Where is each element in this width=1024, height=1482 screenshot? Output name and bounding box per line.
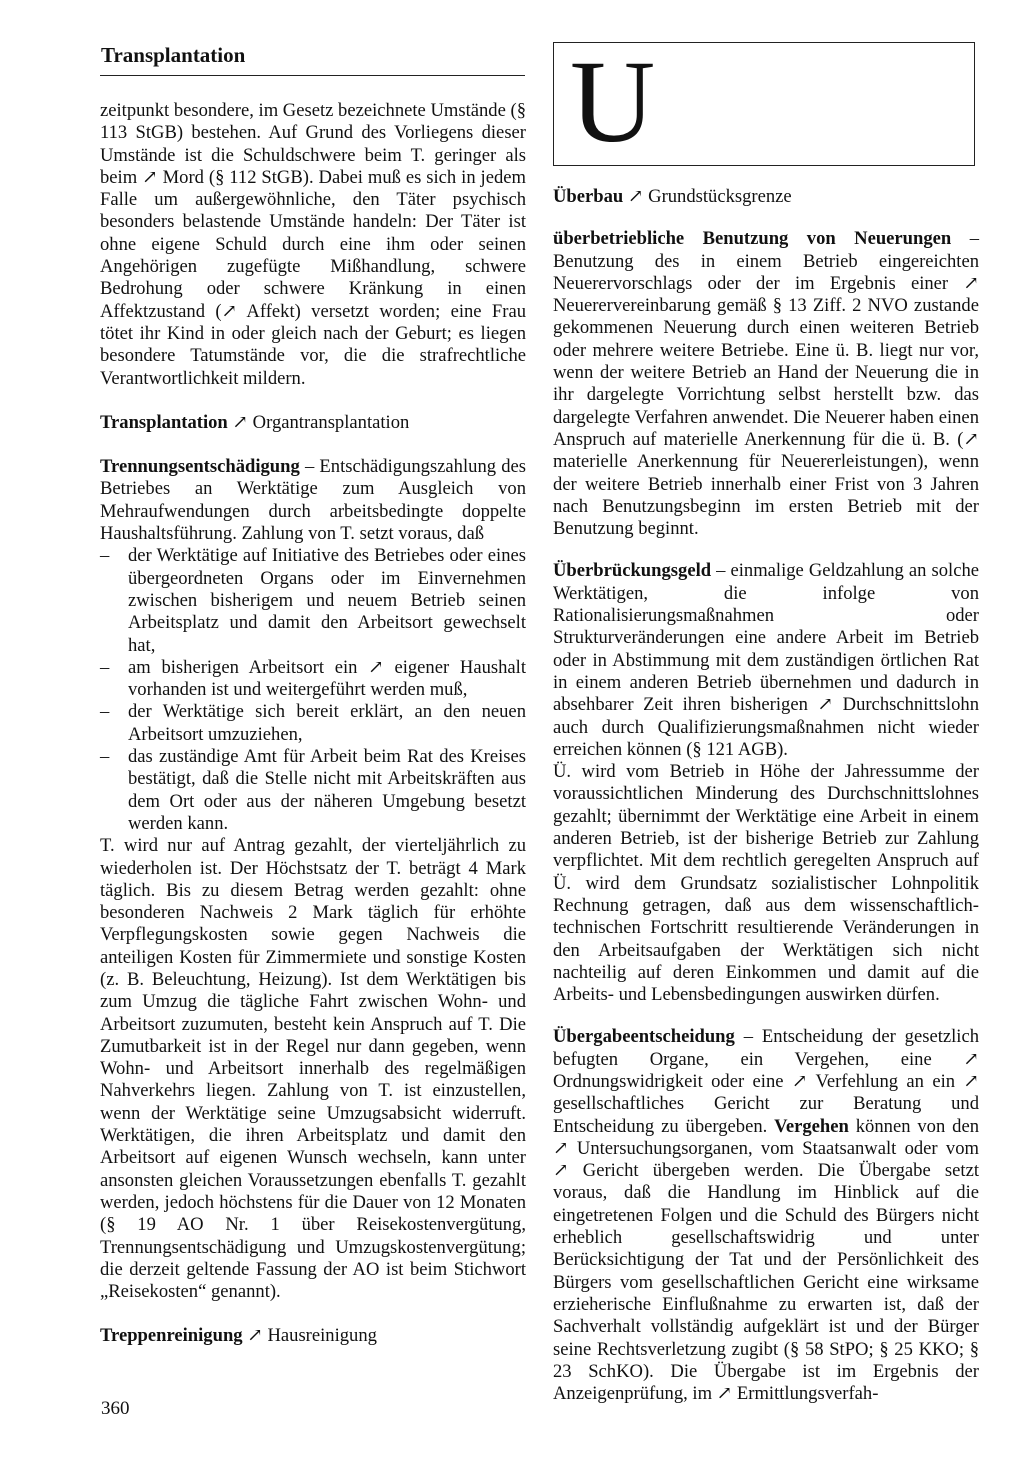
- entry-definition: – einmalige Geldzahlung an solche Werktätigen, die infolge von Rationalisierungsmaßnahmen oder Strukturveränderungen eine andere Arbeit im Betrieb oder in Abstimmung mit dem zuständigen örtlichen Rat in einem anderen Betrieb übernehmen und dadurch in absehbarer Zeit ihren bisherigen ↗ Durchschnittslohn auch durch Qualifizierungsmaßnahmen nicht wieder erreichen können (§ 121 AGB).: [553, 560, 979, 760]
- letter-box: [553, 36, 975, 167]
- entry-term: Überbau: [553, 186, 624, 207]
- entry-term: Trennungsentschädigung: [100, 456, 300, 478]
- right-column: [553, 186, 979, 1405]
- entry-reference: ↗ Grundstücksgrenze: [623, 186, 792, 207]
- header-rule: [100, 75, 525, 76]
- left-column: [100, 100, 526, 1348]
- entry-term: Überbrückungsgeld: [553, 560, 712, 582]
- list-item: – der Werktätige sich bereit erklärt, an den neuen Arbeitsort umzuziehen,: [100, 701, 526, 746]
- entry-definition: – Benutzung des in einem Betrieb eingereichten Neuerervorschlags oder der im Ergebnis einer ↗ Neuerervereinbarung gemäß § 13 Ziff. 2 NVO zustande gekommenen Neuerung durch einen weiteren Betrieb oder mehrere weitere Betriebe. Eine ü. B. liegt nur vor, wenn der weitere Betrieb an Hand der Neuerung die in ihr dargelegte Vorrichtung selbst herstellt bzw. das dargelegte Verfahren anwendet. Die Neuerer haben einen Anspruch auf materielle Anerkennung für die ü. B. (↗ materielle Anerkennung für Neuererleistungen), wenn der weitere Betrieb innerhalb einer Frist von 3 Jahren nach Benutzungsbeginn im ersten Betrieb mit der Benutzung beginnt.: [553, 228, 979, 540]
- entry-term: Transplantation: [100, 411, 228, 433]
- section-letter: U: [570, 36, 656, 167]
- inline-term: Vergehen: [774, 1115, 849, 1137]
- entry-reference: ↗ Organtransplantation: [227, 411, 410, 433]
- entry-ueberbetriebliche-benutzung: [553, 228, 979, 540]
- entry-ueberbrueckungsgeld: [553, 560, 979, 761]
- entry-term: Übergabeentscheidung: [553, 1026, 735, 1048]
- entry-definition: – Entschädigungszahlung des Betriebes an Werktätige zum Ausgleich von Mehraufwendungen durch arbeitsbedingte doppelte Haushaltsführung. Zahlung von T. setzt voraus, daß: [100, 456, 526, 545]
- entry-treppenreinigung: [100, 1325, 526, 1347]
- entry-trennungsentschaedigung: [100, 456, 526, 545]
- entry-definition: können von den ↗ Untersuchungsorganen, vom Staatsanwalt oder vom ↗ Gericht übergeben werden. Die Übergabe setzt voraus, daß die Handlung im Hinblick auf die eingetretenen Folgen und die Schuld des Bürgers nicht erheblich gesellschaftswidrig und unter Berücksichtigung der Tat und der Persönlichkeit des Bürgers vom gesellschaftlichen Gericht eine wirksame erzieherische Einflußnahme zu erwarten ist, daß der Sachverhalt vollständig aufgeklärt ist und der Bürger seine Rechtsverletzung zugibt (§ 58 StPO; § 25 KKO; § 23 SchKO). Die Übergabe ist im Ergebnis der Anzeigenprüfung, im ↗ Ermittlungsverfah-: [553, 1115, 979, 1405]
- entry-transplantation: [100, 412, 526, 434]
- entry-body: Ü. wird vom Betrieb in Höhe der Jahressumme der voraussichtlichen Minderung des Durchschnittslohnes gezahlt; übernimmt der Werktätige eine Arbeit in einem anderen Betrieb, ist der bisherige Betrieb zur Zahlung verpflichtet. Mit dem rechtlich geregelten Anspruch auf Ü. wird dem Grundsatz sozialistischer Lohnpolitik Rechnung getragen, daß aus dem wissenschaftlich-technischen Fortschritt resultierende Veränderungen in den Arbeitsaufgaben der Werktätigen sich nicht nachteilig auf deren Einkommen und damit auf die Arbeits- und Lebensbedingungen auswirken dürfen.: [553, 761, 979, 1006]
- entry-ueberbau: [553, 186, 979, 208]
- entry-term: Treppenreinigung: [100, 1325, 243, 1347]
- entry-continuation: zeitpunkt besondere, im Gesetz bezeichnete Umstände (§ 113 StGB) bestehen. Auf Grund des Vorliegens dieser Umstände ist die Schuldschwere beim T. geringer als beim ↗ Mord (§ 112 StGB). Dabei muß es sich in jedem Falle um außergewöhnliche, den Täter psychisch besonders belastende Umstände handeln: Der Täter ist ohne eigene Schuld durch eine ihm oder seinen Angehörigen zugefügte Mißhandlung, schwere Bedrohung oder schwere Kränkung in einen Affektzustand (↗ Affekt) versetzt worden; eine Frau tötet ihr Kind in oder gleich nach der Geburt; es liegen besondere Tatumstände vor, die die strafrechtliche Verantwortlichkeit mildern.: [100, 100, 526, 389]
- running-head: Transplantation: [101, 43, 246, 67]
- conditions-list: [100, 545, 526, 835]
- entry-body: T. wird nur auf Antrag gezahlt, der vierteljährlich zu wiederholen ist. Der Höchstsatz der T. beträgt 4 Mark täglich. Bis zu diesem Betrag werden gezahlt: ohne besonderen Nachweis 2 Mark täglich für erhöhte Verpflegungskosten sowie gegen Nachweis die anteiligen Kosten für Zimmermiete und sonstige Kosten (z. B. Beleuchtung, Heizung). Ist dem Werktätigen bis zum Umzug die tägliche Fahrt zwischen Wohn- und Arbeitsort zuzumuten, besteht kein Anspruch auf T. Die Zumutbarkeit ist in der Regel nur dann gegeben, wenn Wohn- und Arbeitsort innerhalb des regelmäßigen Nahverkehrs liegen. Zahlung von T. ist einzustellen, wenn der Werktätige seine Umzugsabsicht widerruft. Werktätigen, die ihren Arbeitsplatz und damit den Arbeitsort auf eigenen Wunsch wechseln, kann unter ansonsten gleichen Voraussetzungen ebenfalls T. gezahlt werden, jedoch höchstens für die Dauer von 12 Monaten (§ 19 AO Nr. 1 über Reisekostenvergütung, Trennungsentschädigung und Umzugskostenvergütung; die derzeit geltende Fassung der AO ist beim Stichwort „Reisekosten“ genannt).: [100, 835, 526, 1303]
- list-item: – das zuständige Amt für Arbeit beim Rat des Kreises bestätigt, daß die Stelle nicht mit Arbeitskräften aus dem Ort oder aus der näheren Umgebung besetzt werden kann.: [100, 746, 526, 835]
- list-item: – der Werktätige auf Initiative des Betriebes oder eines übergeordneten Organs oder im Einvernehmen zwischen bisherigem und neuem Betrieb seinen Arbeitsplatz und damit den Arbeitsort gewechselt hat,: [100, 545, 526, 656]
- list-item: – am bisherigen Arbeitsort ein ↗ eigener Haushalt vorhanden ist und weitergeführt werden muß,: [100, 657, 526, 702]
- entry-reference: ↗ Hausreinigung: [242, 1325, 377, 1347]
- page-number: 360: [101, 1398, 130, 1419]
- entry-uebergabeentscheidung: [553, 1026, 979, 1405]
- entry-definition: – Entscheidung der gesetzlich befugten Organe, ein Vergehen, eine ↗ Ordnungswidrigkeit oder eine ↗ Verfehlung an ein ↗ gesellschaftliches Gericht zur Beratung und Entscheidung zu übergeben.: [553, 1026, 979, 1137]
- entry-term: überbetriebliche Benutzung von Neuerungen: [553, 228, 952, 250]
